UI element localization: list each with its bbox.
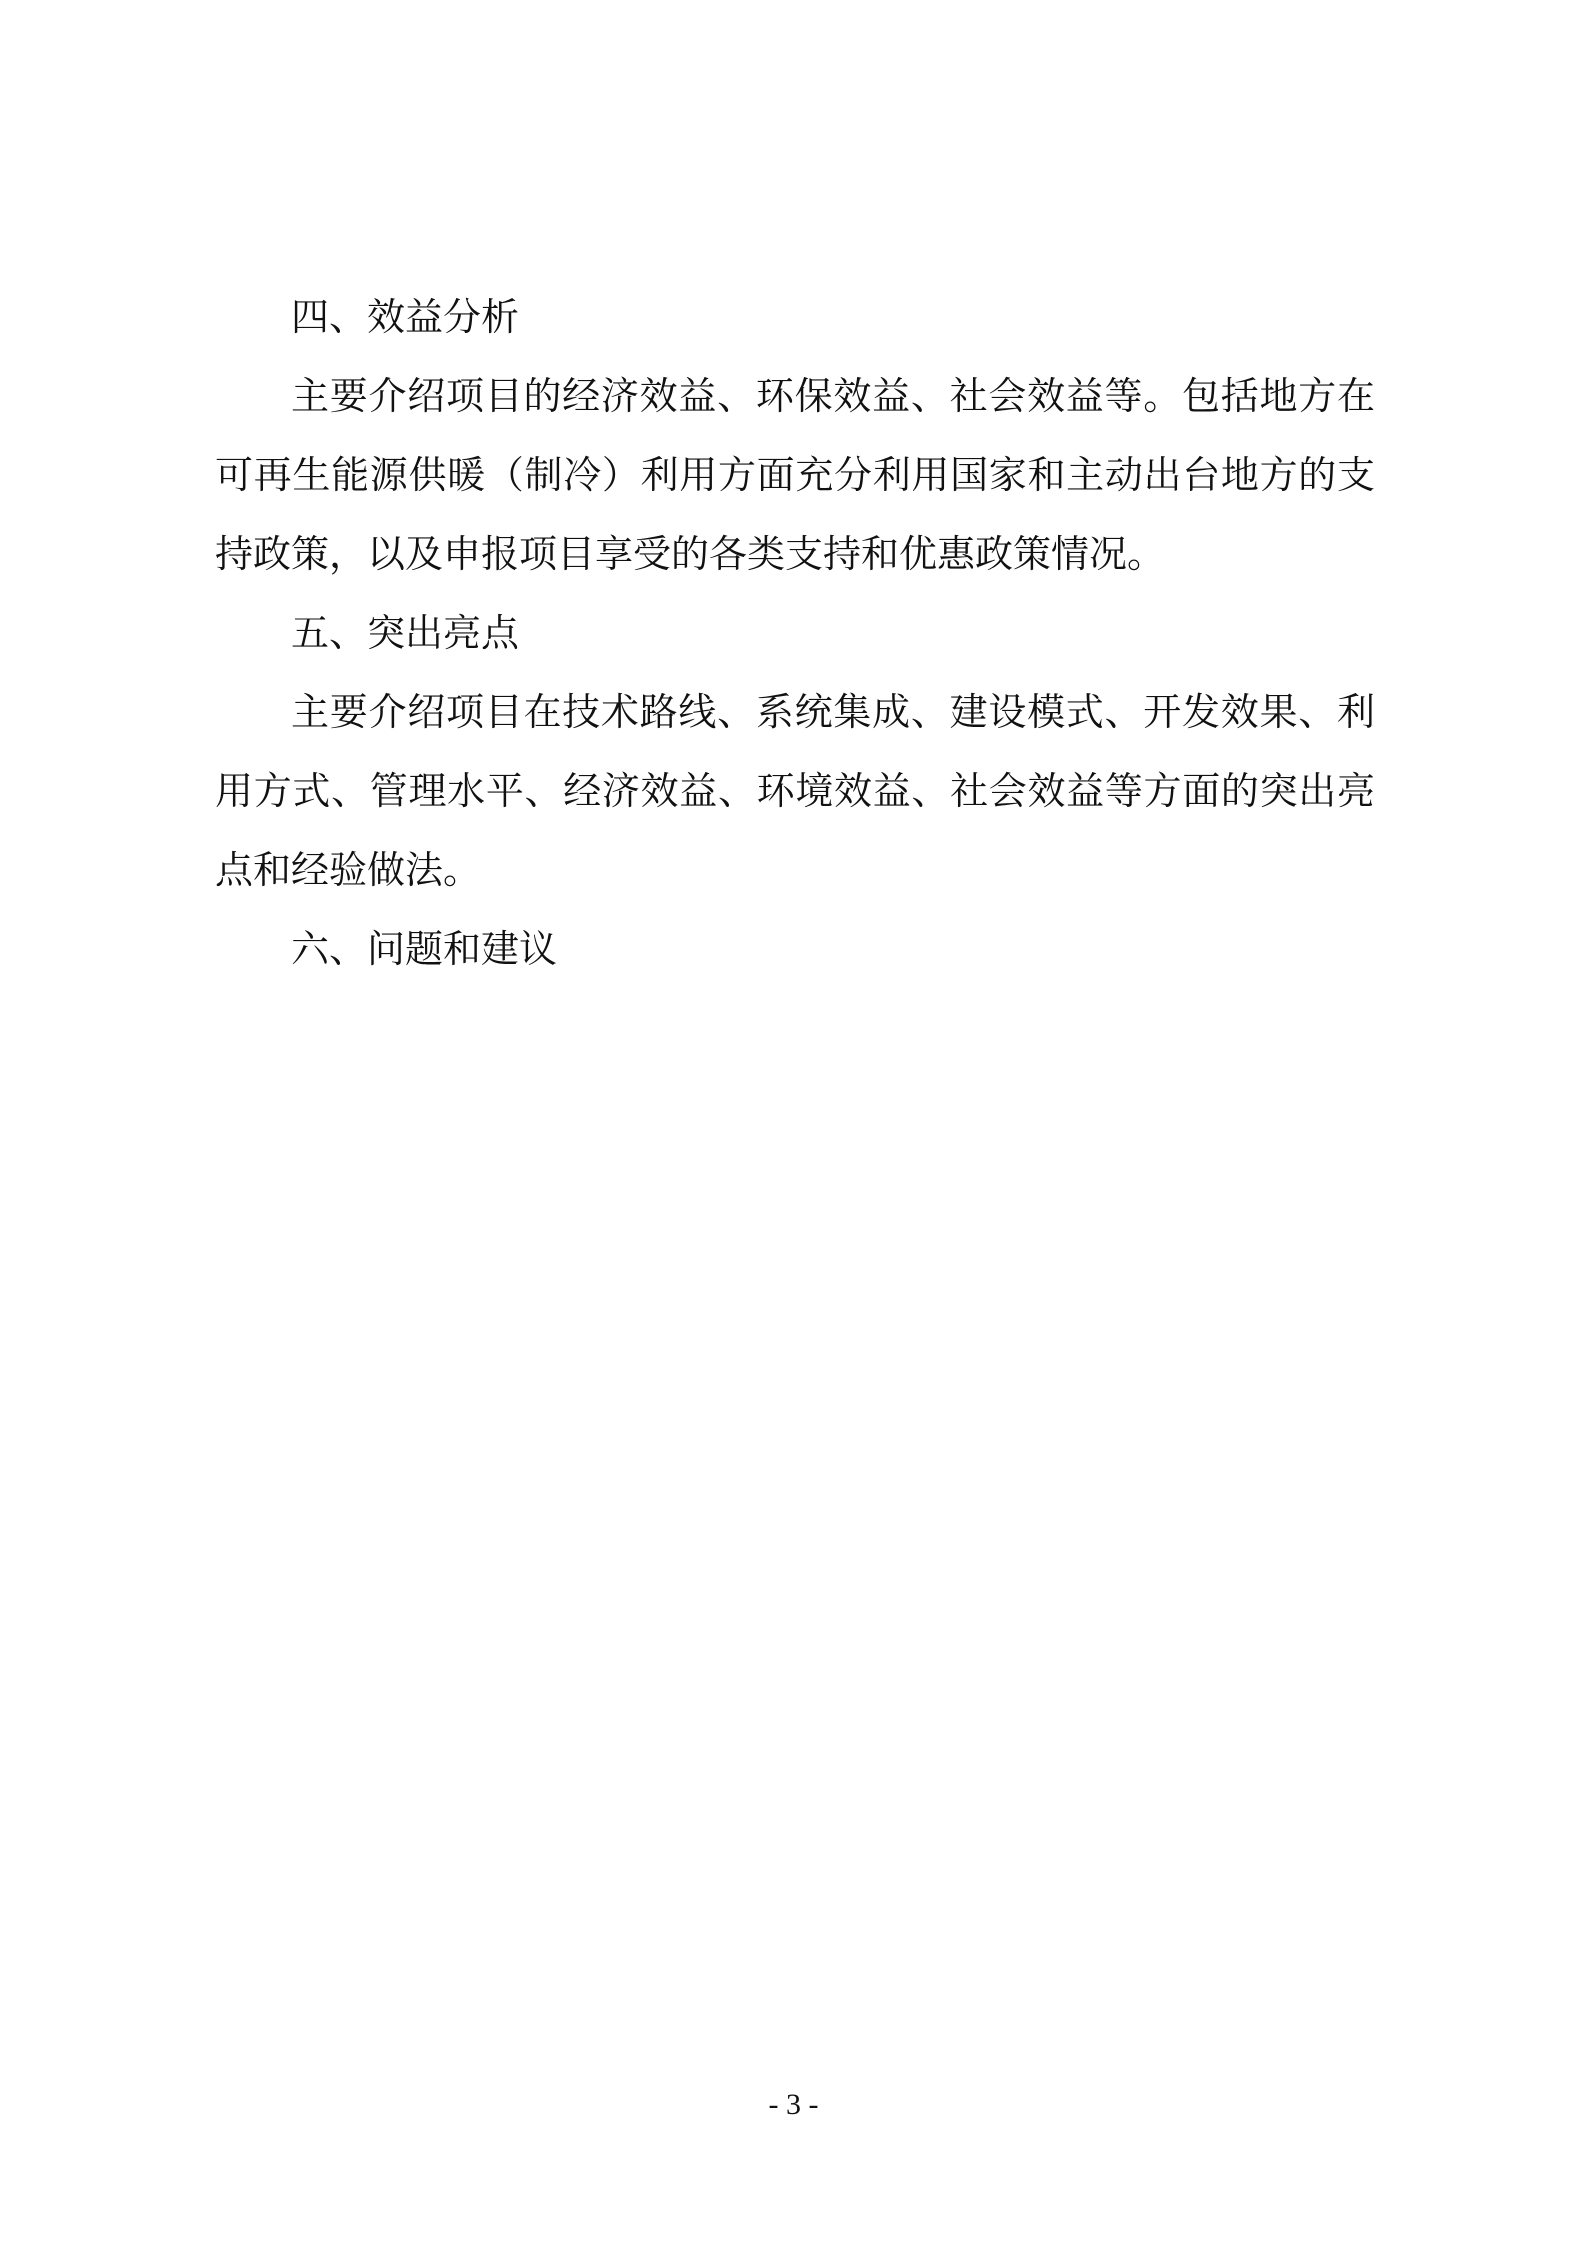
document-body (215, 278, 1375, 989)
page-number: - 3 - (768, 2088, 819, 2121)
section-heading-benefit-analysis: 四、效益分析 (291, 295, 520, 339)
section-heading-highlights: 五、突出亮点 (291, 611, 520, 655)
section-heading-problems-suggestions: 六、问题和建议 (291, 927, 558, 971)
section-paragraph-benefit-analysis: 主要介绍项目的经济效益、环保效益、社会效益等。包括地方在可再生能源供暖（制冷）利用方面充分利用国家和主动出台地方的支持政策，以及申报项目享受的各类支持和优惠政策情况。 (215, 374, 1375, 576)
section-paragraph-highlights: 主要介绍项目在技术路线、系统集成、建设模式、开发效果、利用方式、管理水平、经济效益、环境效益、社会效益等方面的突出亮点和经验做法。 (215, 690, 1375, 892)
